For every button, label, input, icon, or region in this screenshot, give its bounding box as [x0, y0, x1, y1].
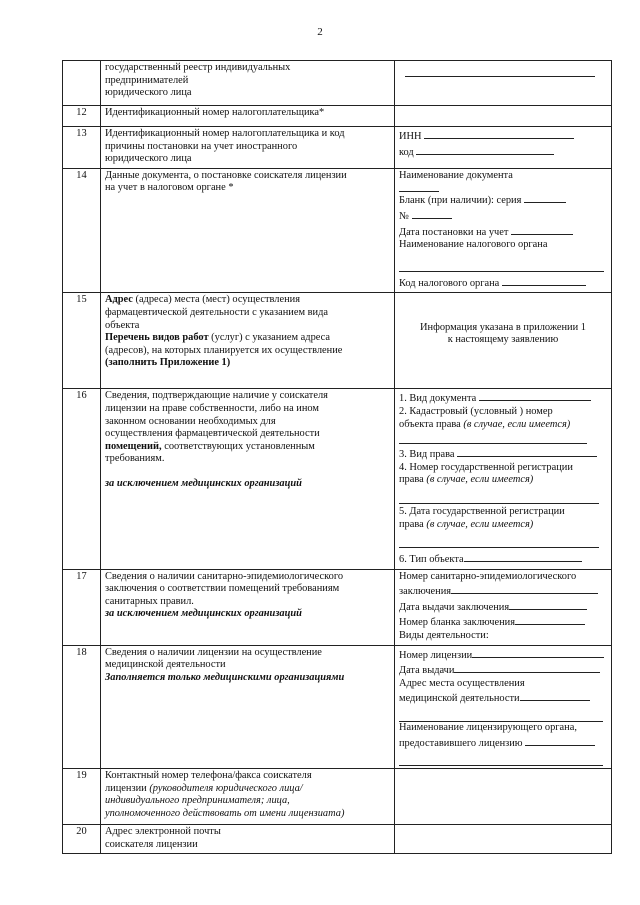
exception-note: за исключением медицинских организаций — [105, 477, 302, 489]
row-value-cell[interactable] — [395, 106, 612, 127]
label-line: Контактный номер телефона/факса соискателя — [105, 770, 312, 782]
right-type-field[interactable] — [457, 446, 597, 457]
row-value-cell — [395, 168, 612, 293]
row-number: 15 — [63, 293, 101, 389]
licensing-organ-label: Наименование лицензирующего органа, — [399, 722, 577, 734]
label-line: соискателя лицензии — [105, 838, 198, 850]
doc-name-label: Наименование документа — [399, 169, 513, 181]
table-row — [63, 127, 612, 169]
italic-note: (руководителя юридического лица/ — [149, 782, 303, 794]
row-label-cell — [101, 168, 395, 293]
place-address-label-2: медицинской деятельности — [399, 693, 520, 705]
table-row — [63, 389, 612, 569]
organ-field[interactable] — [399, 260, 604, 272]
info-line: Информация указана в приложении 1 — [420, 321, 586, 333]
row-label-cell — [101, 569, 395, 645]
label-line: Данные документа, о постановке соискателя лицензии — [105, 169, 347, 181]
issue-date-label: Дата выдачи заключения — [399, 601, 510, 613]
table-row — [63, 645, 612, 769]
inn-field[interactable] — [424, 128, 574, 139]
label-line: лицензии — [105, 782, 147, 794]
address-bold: Адрес — [105, 294, 133, 306]
blank-label: Бланк (при наличии): серия — [399, 195, 522, 207]
info-line: к настоящему заявлению — [447, 334, 559, 346]
works-list-bold: Перечень видов работ — [105, 332, 209, 344]
row-label-cell — [101, 389, 395, 569]
fill-line[interactable] — [405, 65, 595, 77]
italic-note: индивидуального предпринимателя; лица, — [105, 795, 290, 807]
reg-date-field[interactable] — [399, 536, 599, 548]
reg-number-label-2: права — [399, 474, 424, 486]
row-value-cell — [395, 645, 612, 769]
number-field[interactable] — [412, 208, 452, 219]
appendix-note: (заполнить Приложение 1) — [105, 357, 231, 369]
inn-label: ИНН — [399, 131, 422, 142]
label-line: санитарных правил. — [105, 595, 194, 607]
reg-date-label: 5. Дата государственной регистрации — [399, 505, 565, 517]
row-label-cell — [101, 127, 395, 169]
label-line: Идентификационный номер налогоплательщика и код — [105, 128, 345, 139]
row-label-cell — [101, 645, 395, 769]
place-address-label: Адрес места осуществления — [399, 677, 525, 689]
cadastral-label-2: объекта права — [399, 418, 461, 430]
application-form-table — [62, 60, 612, 854]
place-address-field-2[interactable] — [399, 710, 603, 722]
blank-number-label: Номер бланка заключения — [399, 617, 516, 629]
label-line: заключения о соответствии помещений требованиям — [105, 583, 340, 595]
reg-date-label-2: права — [399, 518, 424, 530]
number-label: № — [399, 210, 409, 222]
kod-field[interactable] — [416, 144, 554, 155]
sanitary-number-label: Номер санитарно-эпидемиологического — [399, 570, 577, 582]
label-line: медицинской деятельности — [105, 659, 226, 671]
row-number: 14 — [63, 168, 101, 293]
cadastral-field[interactable] — [399, 432, 587, 444]
label-line: причины постановки на учет иностранного — [105, 140, 298, 152]
label-line: соответствующих установленным — [161, 440, 315, 452]
kod-label: код — [399, 146, 414, 158]
license-number-field[interactable] — [472, 647, 604, 658]
row-label-cell — [101, 293, 395, 389]
row-value-cell[interactable] — [395, 769, 612, 825]
label-line: юридического лица — [105, 153, 192, 165]
label-line: законном основании необходимых для — [105, 415, 276, 427]
license-date-label: Дата выдачи — [399, 665, 455, 677]
label-line: лицензии на праве собственности, либо на ином — [105, 402, 319, 414]
table-row — [63, 61, 612, 106]
blank-number-field[interactable] — [515, 614, 585, 625]
doc-type-label: 1. Вид документа — [399, 393, 477, 405]
issue-date-field[interactable] — [509, 599, 587, 610]
row-number: 19 — [63, 769, 101, 825]
label-line: на учет в налоговом органе * — [105, 182, 234, 194]
organ-code-label: Код налогового органа — [399, 277, 500, 289]
row-number: 17 — [63, 569, 101, 645]
table-row — [63, 569, 612, 645]
right-type-label: 3. Вид права — [399, 449, 455, 461]
sanitary-number-field[interactable] — [451, 583, 598, 594]
table-row — [63, 293, 612, 389]
reg-number-label: 4. Номер государственной регистрации — [399, 461, 573, 473]
row-value-cell[interactable] — [395, 825, 612, 854]
row-value-cell — [395, 61, 612, 106]
label-line: требованиям. — [105, 453, 165, 465]
date-field[interactable] — [511, 224, 573, 235]
reg-number-field[interactable] — [399, 492, 599, 504]
license-number-label: Номер лицензии — [399, 649, 473, 661]
label-line: юридического лица — [105, 87, 192, 99]
row-value-cell — [395, 569, 612, 645]
doc-name-field[interactable] — [399, 183, 439, 192]
doc-type-field[interactable] — [479, 390, 591, 401]
optional-note: (в случае, если имеется) — [426, 474, 534, 486]
object-type-label: 6. Тип объекта — [399, 554, 464, 566]
row-value-cell — [395, 293, 612, 389]
label-line: Идентификационный номер налогоплательщика* — [105, 107, 325, 118]
row-label-cell — [101, 106, 395, 127]
row-number-cell — [63, 61, 101, 106]
series-field[interactable] — [524, 192, 566, 203]
row-number: 20 — [63, 825, 101, 854]
label-line: предпринимателей — [105, 74, 189, 86]
table-row — [63, 769, 612, 825]
medical-only-note: Заполняется только медицинскими организациями — [105, 671, 345, 683]
label-line: Сведения о наличии лицензии на осуществление — [105, 646, 322, 658]
label-line: Сведения о наличии санитарно-эпидемиологического — [105, 570, 344, 582]
activity-types-label: Виды деятельности: — [399, 630, 489, 642]
cadastral-label: 2. Кадастровый (условный ) номер — [399, 405, 553, 417]
row-number: 18 — [63, 645, 101, 769]
label-line: (услуг) с указанием адреса — [208, 332, 330, 344]
label-line: объекта — [105, 319, 140, 331]
row-number: 16 — [63, 389, 101, 569]
italic-note: уполномоченного действовать от имени лицензиата) — [105, 808, 345, 819]
table-row — [63, 825, 612, 854]
row-number: 13 — [63, 127, 101, 169]
label-line: (адресов), на которых планируется их осуществление — [105, 344, 343, 356]
licensing-organ-field[interactable] — [525, 735, 595, 746]
page-number: 2 — [317, 26, 323, 38]
optional-note: (в случае, если имеется) — [426, 518, 534, 530]
label-line: фармацевтической деятельности с указанием вида — [105, 306, 328, 318]
label-line: Сведения, подтверждающие наличие у соискателя — [105, 390, 328, 402]
premises-bold: помещений, — [105, 440, 162, 452]
label-line: Адрес электронной почты — [105, 826, 221, 838]
exception-note: за исключением медицинских организаций — [105, 608, 302, 620]
license-date-field[interactable] — [454, 662, 600, 673]
row-number: 12 — [63, 106, 101, 127]
row-value-cell — [395, 389, 612, 569]
row-label-cell — [101, 769, 395, 825]
optional-note: (в случае, если имеется) — [463, 418, 571, 430]
row-label-cell — [101, 825, 395, 854]
sanitary-number-label-2: заключения — [399, 586, 452, 598]
row-label-cell — [101, 61, 395, 106]
row-value-cell — [395, 127, 612, 169]
place-address-field[interactable] — [520, 690, 590, 701]
table-row — [63, 106, 612, 127]
organ-code-field[interactable] — [502, 275, 586, 286]
object-type-field[interactable] — [464, 551, 582, 562]
table-row — [63, 168, 612, 293]
date-label: Дата постановки на учет — [399, 226, 509, 238]
licensing-organ-label-2: предоставившего лицензию — [399, 737, 523, 749]
label-line: (адреса) места (мест) осуществления — [132, 294, 300, 306]
label-line: государственный реестр индивидуальных — [105, 62, 291, 73]
label-line: осуществления фармацевтической деятельности — [105, 428, 320, 440]
licensing-organ-field-2[interactable] — [399, 754, 603, 766]
organ-label: Наименование налогового органа — [399, 239, 548, 251]
